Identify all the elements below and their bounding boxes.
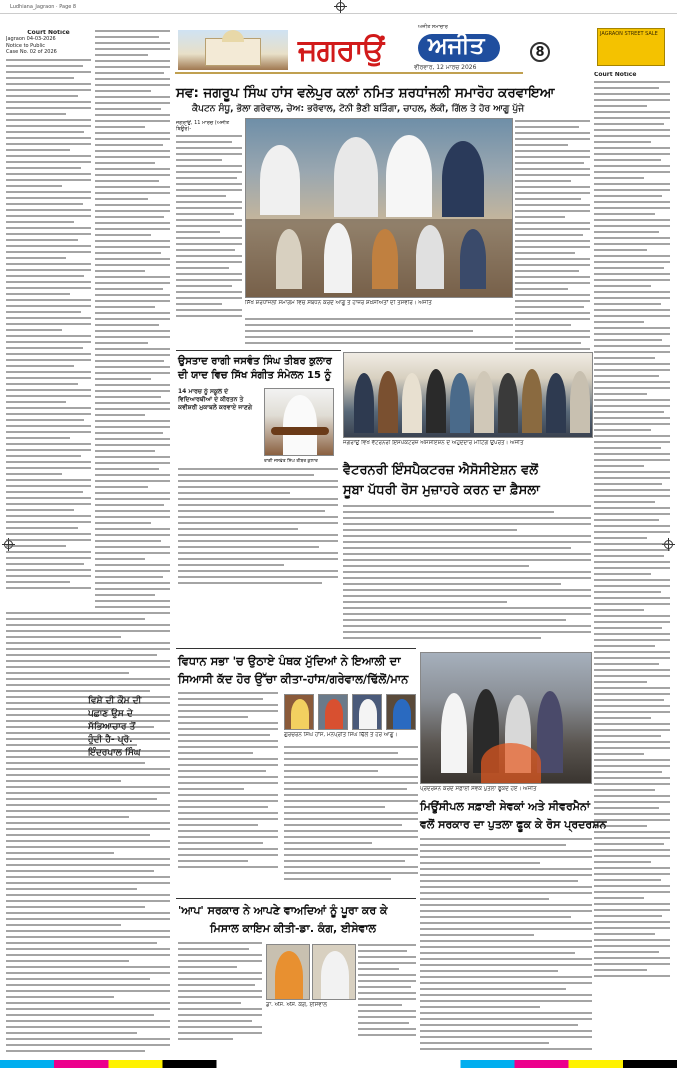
story5-headline-line: ਪਛਾਣ ਉਸ ਦੇ: [88, 709, 133, 719]
story1-caption: ਸਿੱਖ ਸ਼ਰਧਾਂਜਲੀ ਸਮਾਗਮ ਵਿਚ ਸੰਬੋਧਨ ਕਰਦੇ ਆਗੂ ਤੇ ਹਾਜ਼ਰ ਸ਼ਖ਼ਸੀਅਤਾਂ ਦੀ ਤਸਵੀਰ। ਅਜੀਤ: [245, 300, 432, 306]
story5-headline-line: ਹੁੰਦੀ ਹੈ- ਪ੍ਰੋ.: [88, 735, 133, 745]
story1-dateline: ਜਗਰਾਉਂ, 11 ਮਾਰਚ (ਅਜੀਤ ਬਿਊਰੋ)-: [176, 120, 230, 133]
story3-caption: ਜਗਰਾਉਂ ਵਿਖੇ ਵੈਟਰਨਰੀ ਇੰਸਪੈਕਟਰਜ਼ ਐਸੋਸੀਏਸ਼ਨ ਦੇ ਅਹੁਦੇਦਾਰ ਮੀਟਿੰਗ ਉਪਰੰਤ। ਅਜੀਤ: [343, 440, 524, 446]
divider: [176, 898, 416, 899]
newspaper-name: ਅਜੀਤ: [428, 32, 485, 59]
left-notice-text-2: [95, 30, 170, 610]
divider: [176, 648, 416, 649]
story1-body-lower: [245, 318, 513, 346]
story7-body: [178, 942, 262, 1050]
city-title: ਜਗਰਾਉਂ: [298, 33, 384, 68]
story2-headline-1: ਉਸਤਾਦ ਰਾਗੀ ਜਸਵੰਤ ਸਿੰਘ ਤੀਬਰ ਕੁਲਾਰ: [178, 356, 332, 367]
left-notice-line: Jagraon 04-03-2026: [6, 36, 56, 43]
story2-intro: 14 ਮਾਰਚ ਨੂੰ ਸਕੂਲ ਦੇ ਵਿਦਿਆਰਥੀਆਂ ਦੇ ਕੀਰਤਨ ਤੇ ਕਵੀਸ਼ਰੀ ਮੁਕਾਬਲੇ ਕਰਵਾਏ ਜਾਣਗੇ: [178, 388, 252, 411]
portrait-photo: [284, 694, 314, 730]
story4-caption: ਗੁਰਚਰਨ ਸਿੰਘ ਹਾਂਸ, ਮਨਪ੍ਰੀਤ ਸਿੰਘ ਢਿੱਲੋਂ ਤੇ ਹੋਰ ਆਗੂ।: [284, 732, 398, 738]
person-figure: [416, 225, 444, 289]
page-number: 8: [530, 42, 550, 62]
left-notice-line: Case No. 02 of 2026: [6, 48, 57, 55]
top-right-ad: JAGRAON STREET SALE: [597, 28, 665, 66]
story2-headline-2: ਦੀ ਯਾਦ ਵਿਚ ਸਿੱਖ ਸੰਗੀਤ ਸੰਮੇਲਨ 15 ਨੂੰ: [178, 370, 331, 381]
story2-photo: [264, 388, 334, 456]
story3-body: [343, 505, 591, 645]
portrait-photo: [312, 944, 356, 1000]
story7-headline-2: ਮਿਸਾਲ ਕਾਇਮ ਕੀਤੀ-ਡਾ. ਕੰਗ, ਈਸੇਵਾਲ: [210, 922, 376, 935]
story5-headline-line: ਸੱਭਿਆਚਾਰ ਤੋਂ: [88, 722, 136, 732]
story5-headline-line: ਵਿਸ਼ੇ ਦੀ ਕੌਮ ਦੀ: [88, 696, 142, 706]
story1-subhead: ਕੈਪਟਨ ਸੰਧੂ, ਭੋਲਾ ਗਰੇਵਾਲ, ਚੇਅ: ਭਰੋਵਾਲ, ਟੋਨੀ ਭੈਣੀ ਬੜਿੰਗਾ, ਚਾਹਲ, ਲੱਕੀ, ਗਿੱਲ ਤੇ ਹੋਰ ਆਗੂ ਪੁੱਜੇ: [192, 104, 525, 114]
left-notice-column: [6, 30, 91, 610]
story3-headline-1: ਵੈਟਰਨਰੀ ਇੰਸਪੈਕਟਰਜ਼ ਐਸੋਸੀਏਸ਼ਨ ਵਲੋਂ: [343, 463, 539, 478]
story3-photo: [343, 352, 593, 438]
right-notice-text: [594, 81, 670, 1041]
story4-headline-1: ਵਿਧਾਨ ਸਭਾ 'ਚ ਉਠਾਏ ਪੰਥਕ ਮੁੱਦਿਆਂ ਨੇ ਇਆਲੀ ਦਾ: [178, 654, 401, 668]
story5-headline-line: ਇੰਦਰਪਾਲ ਸਿੰਘ: [88, 748, 141, 758]
story4-headline-2: ਸਿਆਸੀ ਕੱਦ ਹੋਰ ਉੱਚਾ ਕੀਤਾ-ਹਾਂਸ/ਗਰੇਵਾਲ/ਢਿੱਲੋਂ/ਮਾਨ: [178, 672, 409, 686]
story7-body-right: [358, 944, 416, 1050]
left-notice-text-lower: [6, 612, 170, 1052]
color-calibration-bar: [0, 1060, 677, 1068]
story6-headline-2: ਵਲੋਂ ਸਰਕਾਰ ਦਾ ਪੁਤਲਾ ਫੂਕ ਕੇ ਰੋਸ ਪ੍ਰਦਰਸ਼ਨ: [420, 818, 607, 831]
gurdwara-illustration: [205, 38, 261, 66]
right-notice-column: [594, 72, 670, 1052]
person-figure: [334, 137, 378, 217]
story6-body: [420, 838, 592, 1050]
person-figure: [276, 229, 302, 289]
story1-headline: ਸਵ: ਜਗਰੂਪ ਸਿੰਘ ਹਾਂਸ ਵਲੇਪੁਰ ਕਲਾਂ ਨਮਿਤ ਸ਼ਰਧਾਂਜਲੀ ਸਮਾਰੋਹ ਕਰਵਾਇਆ: [176, 85, 555, 101]
story2-caption: ਰਾਗੀ ਜਸਵੰਤ ਸਿੰਘ ਤੀਬਰ ਕੁਲਾਰ: [264, 459, 318, 464]
story6-caption: ਪ੍ਰਦਰਸ਼ਨ ਕਰਦੇ ਸਫ਼ਾਈ ਸੇਵਕ ਪੁਤਲਾ ਫੂਕਦੇ ਹੋਏ। ਅਜੀਤ: [420, 786, 537, 792]
story6-headline-1: ਮਿਊਂਸੀਪਲ ਸਫ਼ਾਈ ਸੇਵਕਾਂ ਅਤੇ ਸੀਵਰਮੈਨਾਂ: [420, 800, 591, 813]
print-info-strip: Ludhiana_Jagraon · Page 8: [0, 0, 677, 14]
story7-headline-1: 'ਆਪ' ਸਰਕਾਰ ਨੇ ਆਪਣੇ ਵਾਅਦਿਆਂ ਨੂੰ ਪੂਰਾ ਕਰ ਕੇ: [178, 904, 388, 917]
story4-body: [178, 692, 278, 882]
story4-body-right: [284, 746, 418, 896]
portrait-photo: [352, 694, 382, 730]
divider: [176, 350, 341, 351]
story7-caption: ਡਾ. ਐੱਸ. ਐੱਸ. ਕੰਗ, ਈਸੇਵਾਲ: [266, 1002, 327, 1008]
story3-headline-2: ਸੂਬਾ ਪੱਧਰੀ ਰੋਸ ਮੁਜ਼ਾਹਰੇ ਕਰਨ ਦਾ ਫ਼ੈਸਲਾ: [343, 483, 540, 498]
person-figure: [260, 145, 300, 215]
registration-mark: [336, 2, 345, 11]
story1-photo: [245, 118, 513, 298]
person-figure: [324, 223, 352, 293]
story6-photo: [420, 652, 592, 784]
portrait-photo: [318, 694, 348, 730]
portrait-photo: [386, 694, 416, 730]
person-figure: [386, 135, 432, 217]
left-notice-line: Notice to Public: [6, 42, 45, 49]
newspaper-tag: ਅਜੀਤ ਸਮਾਚਾਰ: [418, 24, 448, 30]
person-figure: [372, 229, 398, 289]
person-figure: [442, 141, 484, 217]
portrait-photo: [266, 944, 310, 1000]
person-figure: [460, 229, 486, 289]
story1-body: [176, 120, 242, 320]
left-notice-column-2: [95, 30, 170, 610]
date-line: ਵੀਰਵਾਰ, 12 ਮਾਰਚ 2026: [414, 64, 477, 71]
left-notice-column-lower: [6, 612, 170, 1052]
left-notice-text: [6, 59, 91, 599]
story5-headline: [88, 695, 170, 775]
story2-body: [178, 468, 338, 588]
right-notice-title: Court Notice: [594, 72, 637, 78]
left-notice-title: Court Notice: [27, 30, 70, 36]
